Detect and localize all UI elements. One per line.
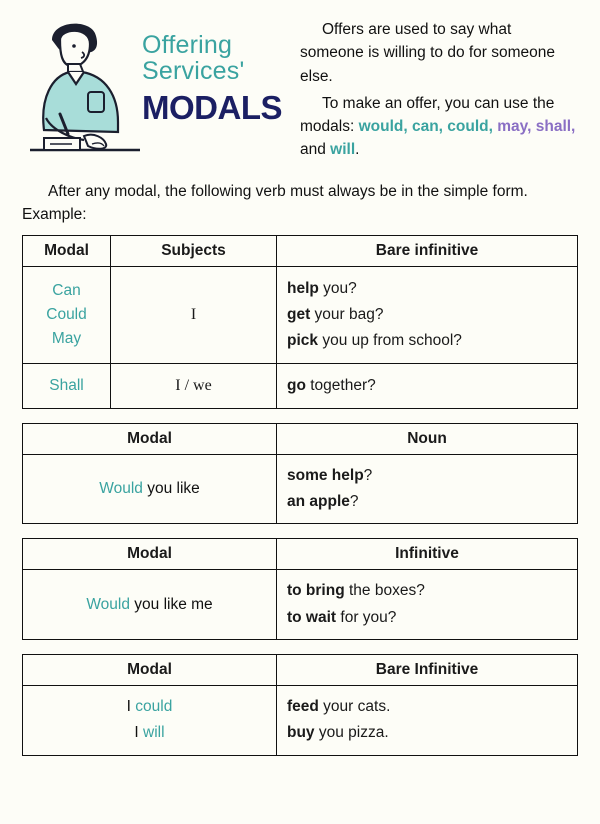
intro-paragraph-1: Offers are used to say what someone is willing to do for someone else.: [300, 21, 556, 85]
example-line: [287, 277, 567, 301]
intro-prefix: To make an offer, you can use the modals:: [300, 94, 555, 135]
page-subtitle: Offering Services': [142, 31, 245, 86]
rule-sentence: [22, 180, 578, 227]
intro-paragraph-2: [300, 92, 578, 162]
col-header-modal: Modal: [23, 423, 277, 454]
example-bold: get: [287, 305, 311, 323]
header: [22, 0, 578, 170]
example-bold: some help: [287, 466, 364, 484]
example-cell: [277, 685, 578, 755]
table-header-row: [23, 654, 578, 685]
table-header-row: [23, 539, 578, 570]
person-writing-illustration: [22, 10, 142, 170]
modal-phrase-cell: [23, 454, 277, 524]
modal-word: could: [135, 697, 173, 715]
example-line: [287, 605, 567, 631]
modal-phrase-line: [33, 720, 266, 746]
modal-phrase-cell: [23, 685, 277, 755]
subject-word: I: [134, 724, 144, 742]
example-bold: go: [287, 376, 306, 394]
example-line: [287, 303, 567, 327]
example-bold: to wait: [287, 608, 337, 626]
example-rest: your cats.: [318, 697, 391, 715]
col-header-subjects: Subjects: [111, 235, 277, 266]
table-row: [23, 363, 578, 408]
example-rest: the boxes?: [344, 582, 425, 600]
example-cell: [277, 363, 578, 408]
example-line: [287, 329, 567, 353]
intro-and: and: [300, 141, 331, 159]
example-cell: [277, 454, 578, 524]
example-rest: you?: [318, 279, 357, 297]
example-rest: you up from school?: [318, 331, 462, 349]
modal-phrase-rest: you like: [142, 479, 200, 497]
modal-word: will: [143, 724, 165, 742]
title-block: [142, 10, 292, 127]
table-header-row: [23, 235, 578, 266]
intro-text: [292, 10, 578, 166]
modals-purple: may, shall,: [497, 118, 576, 135]
modal-phrase-line: [33, 694, 266, 720]
example-cell: [277, 570, 578, 640]
example-line: [287, 578, 567, 604]
example-bold: buy: [287, 724, 315, 742]
modal-will: will: [330, 141, 356, 159]
modal-item: Can: [52, 281, 81, 299]
modal-item: Shall: [49, 376, 84, 394]
example-bold: help: [287, 279, 319, 297]
example-bold: an apple: [287, 492, 350, 510]
subject-cell: I: [111, 266, 277, 363]
example-cell: [277, 266, 578, 363]
example-rest: ?: [363, 466, 373, 484]
subject-cell: I / we: [111, 363, 277, 408]
table-row: [23, 266, 578, 363]
table-row: [23, 685, 578, 755]
col-header-bare-infinitive: Bare Infinitive: [277, 654, 578, 685]
modal-phrase-rest: you like me: [129, 595, 213, 613]
modal-word: Would: [99, 479, 143, 497]
col-header-infinitive: Infinitive: [277, 539, 578, 570]
example-rest: ?: [349, 492, 359, 510]
modal-phrase-cell: [23, 570, 277, 640]
table-row: [23, 454, 578, 524]
modal-list: [23, 363, 111, 408]
example-line: [287, 374, 567, 398]
example-line: [287, 694, 567, 720]
intro-period: .: [355, 141, 360, 159]
example-rest: together?: [305, 376, 376, 394]
modal-item: Could: [46, 305, 87, 323]
modal-list: [23, 266, 111, 363]
table-modal-bare-infinitive: [22, 235, 578, 409]
col-header-modal: Modal: [23, 539, 277, 570]
example-rest: your bag?: [310, 305, 384, 323]
rule-text: After any modal, the following verb must always be in the simple form. Example:: [22, 183, 528, 224]
page-title: MODALS: [142, 88, 282, 126]
example-line: [287, 720, 567, 746]
table-modal-bare-infinitive-statements: [22, 654, 578, 756]
table-modal-infinitive: [22, 538, 578, 640]
example-line: [287, 489, 567, 515]
col-header-bare-infinitive: Bare infinitive: [277, 235, 578, 266]
example-bold: pick: [287, 331, 319, 349]
modals-teal: would, can, could,: [358, 118, 493, 135]
col-header-modal: Modal: [23, 654, 277, 685]
subject-word: I: [126, 697, 136, 715]
table-row: [23, 570, 578, 640]
example-bold: to bring: [287, 582, 345, 600]
table-header-row: [23, 423, 578, 454]
example-rest: for you?: [336, 608, 397, 626]
table-modal-noun: [22, 423, 578, 525]
example-line: [287, 463, 567, 489]
example-bold: feed: [287, 697, 319, 715]
col-header-modal: Modal: [23, 235, 111, 266]
modal-word: Would: [86, 595, 130, 613]
example-rest: you pizza.: [314, 724, 389, 742]
col-header-noun: Noun: [277, 423, 578, 454]
modal-item: May: [51, 329, 82, 347]
